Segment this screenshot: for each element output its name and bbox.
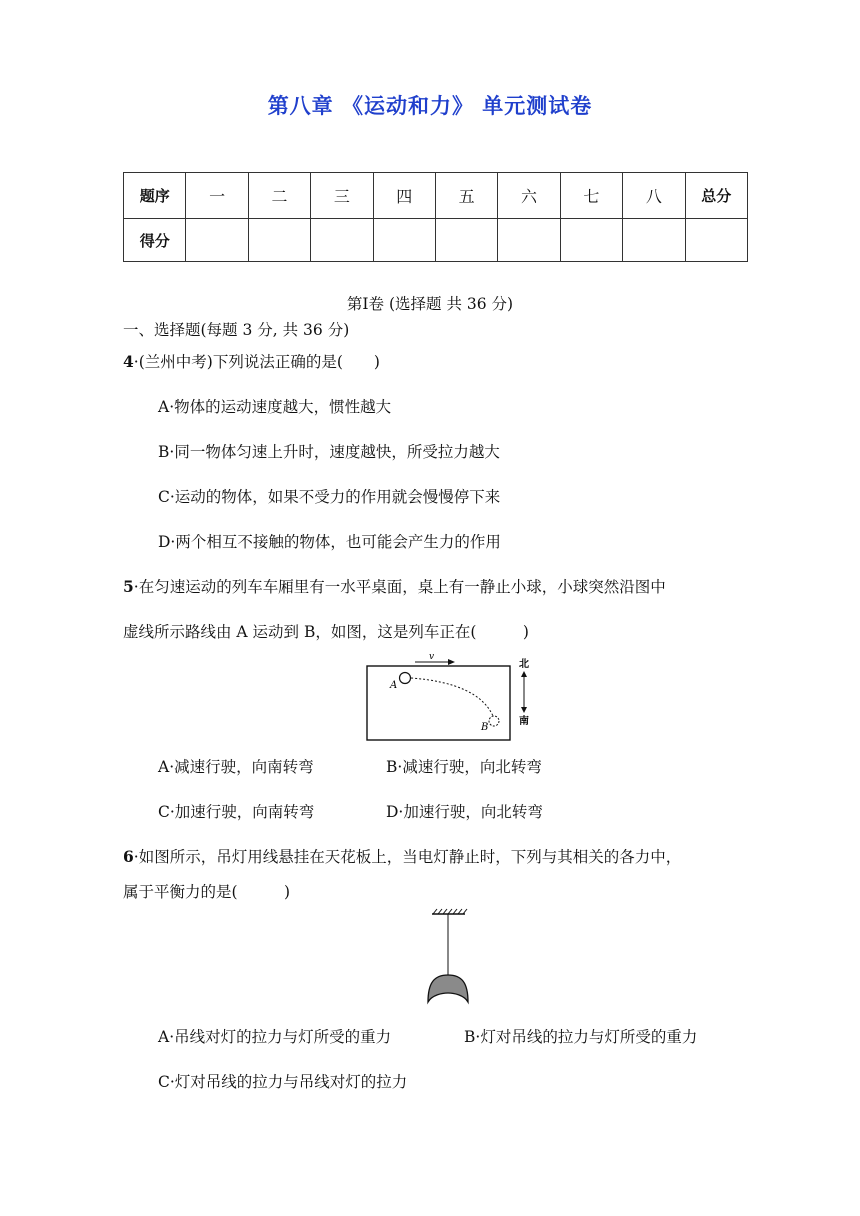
south-arrow-head — [521, 707, 527, 713]
score-table-header-cell: 总分 — [685, 173, 747, 219]
question-5-option-a: A·减速行驶，向南转弯 — [158, 758, 314, 776]
question-text: ·在匀速运动的列车车厢里有一水平桌面，桌上有一静止小球，小球突然沿图中 — [133, 578, 666, 596]
velocity-arrow-head — [448, 659, 455, 665]
score-cell — [373, 219, 435, 262]
train-table-diagram — [360, 650, 540, 745]
score-cell — [435, 219, 497, 262]
lamp-shade — [428, 975, 468, 1002]
question-5-option-c: C·加速行驶，向南转弯 — [158, 803, 315, 821]
question-6-option-a: A·吊线对灯的拉力与灯所受的重力 — [158, 1028, 392, 1046]
ball-at-b — [489, 716, 499, 726]
hanging-lamp-diagram — [420, 905, 480, 1005]
ball-at-a — [400, 673, 411, 684]
question-number: 4 — [123, 352, 134, 371]
question-6-option-b: B·灯对吊线的拉力与灯所受的重力 — [464, 1028, 698, 1046]
score-table-header-cell: 三 — [311, 173, 373, 219]
score-table-header-cell: 八 — [623, 173, 685, 219]
score-table-header-cell: 五 — [435, 173, 497, 219]
question-4-option-c: C·运动的物体，如果不受力的作用就会慢慢停下来 — [158, 488, 501, 506]
score-row-label: 得分 — [124, 219, 186, 262]
question-4-stem — [123, 350, 380, 372]
score-cell — [498, 219, 560, 262]
north-arrow-head — [521, 671, 527, 677]
score-table-header-cell: 四 — [373, 173, 435, 219]
score-cell — [623, 219, 685, 262]
question-5-stem — [123, 575, 666, 597]
score-table-header-cell: 二 — [248, 173, 310, 219]
question-6-stem-line2: 属于平衡力的是( ) — [123, 883, 291, 901]
question-4-option-d: D·两个相互不接触的物体，也可能会产生力的作用 — [158, 533, 501, 551]
point-a-label: A — [390, 680, 398, 691]
score-table-header-cell: 一 — [186, 173, 248, 219]
score-table-header-cell: 七 — [560, 173, 622, 219]
table-top-outline — [367, 666, 510, 740]
question-number: 6 — [123, 847, 134, 866]
score-cell — [186, 219, 248, 262]
question-6-stem — [123, 845, 681, 867]
part-heading: 一、选择题(每题 3 分, 共 36 分) — [123, 321, 350, 339]
ball-path-dashed — [411, 678, 493, 716]
question-text: ·(兰州中考)下列说法正确的是( ) — [133, 353, 380, 371]
score-cell — [560, 219, 622, 262]
score-table-header-cell: 题序 — [124, 173, 186, 219]
question-5-option-b: B·减速行驶，向北转弯 — [386, 758, 542, 776]
question-4-option-a: A·物体的运动速度越大，惯性越大 — [158, 398, 392, 416]
question-text: ·如图所示，吊灯用线悬挂在天花板上，当电灯静止时，下列与其相关的各力中， — [133, 848, 682, 866]
question-5-option-d: D·加速行驶，向北转弯 — [386, 803, 543, 821]
north-label: 北 — [519, 659, 529, 670]
question-6-option-c: C·灯对吊线的拉力与吊线对灯的拉力 — [158, 1073, 408, 1091]
score-table-header-cell: 六 — [498, 173, 560, 219]
question-4-option-b: B·同一物体匀速上升时，速度越快，所受拉力越大 — [158, 443, 500, 461]
score-table-score-row — [124, 219, 748, 262]
question-5-stem-line2: 虚线所示路线由 A 运动到 B，如图，这是列车正在( ) — [123, 623, 529, 641]
score-cell — [685, 219, 747, 262]
page-title: 第八章 《运动和力》 单元测试卷 — [267, 94, 593, 118]
point-b-label: B — [481, 722, 489, 733]
south-label: 南 — [519, 716, 529, 727]
score-table — [123, 172, 748, 262]
score-cell — [248, 219, 310, 262]
velocity-label: v — [429, 652, 435, 662]
section-title: 第Ⅰ卷 (选择题 共 36 分) — [346, 295, 514, 313]
score-cell — [311, 219, 373, 262]
score-table-header-row — [124, 173, 748, 219]
question-number: 5 — [123, 577, 134, 596]
